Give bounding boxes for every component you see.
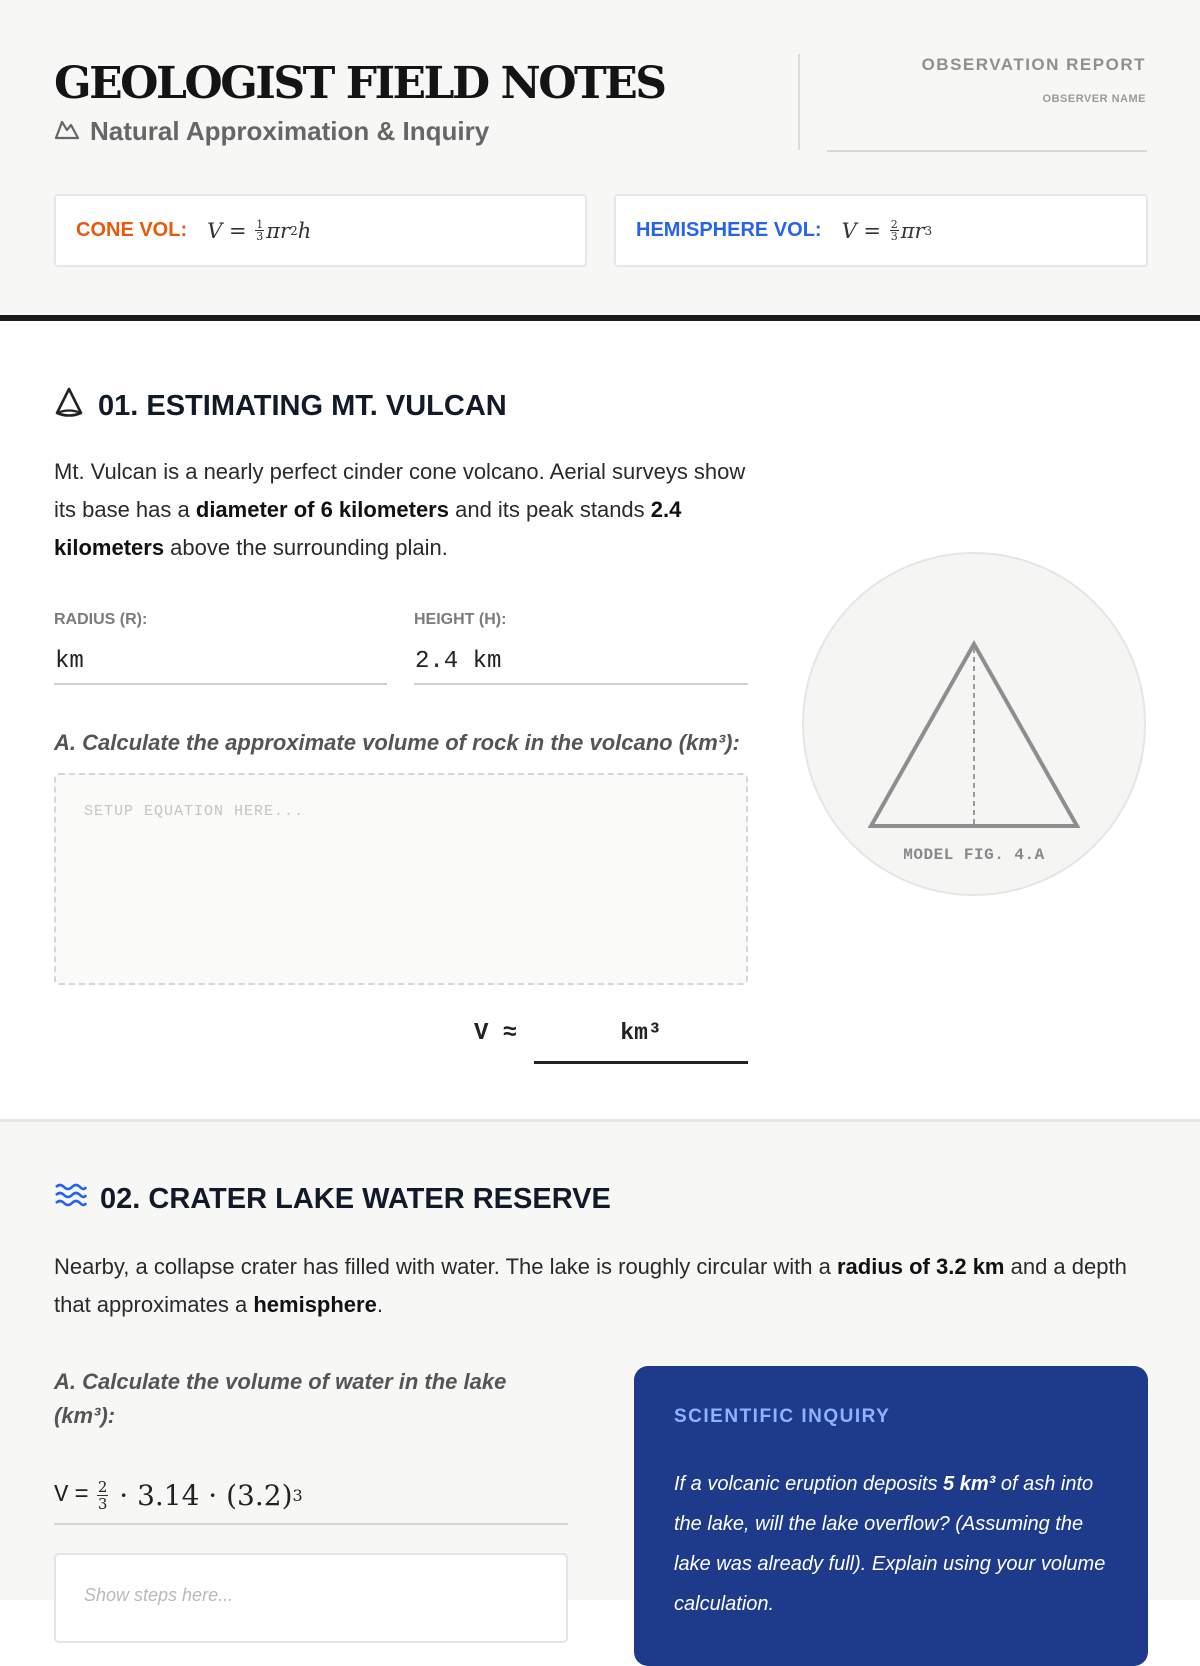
v-equals: = — [74, 1481, 89, 1509]
s2-bold-radius: radius of 3.2 km — [836, 1254, 1005, 1279]
v-fraction — [97, 1479, 109, 1512]
inquiry-text-b: of ash into the lake, will the lake overflow? (Assuming the lake was already full). Explain using your volume calculation. — [674, 1473, 1106, 1615]
lake-volume-equation[interactable] — [54, 1467, 568, 1525]
volume-answer-label: V ≈ — [474, 1020, 518, 1047]
hemisphere-formula-card — [614, 194, 1148, 267]
section-2-title — [54, 1181, 611, 1217]
report-label: OBSERVATION REPORT — [921, 55, 1146, 74]
s1-text-c: above the surrounding plain. — [164, 535, 448, 560]
height-label: HEIGHT (H): — [414, 611, 507, 628]
v-frac-den: 3 — [97, 1494, 108, 1513]
section-2-description — [54, 1248, 1164, 1324]
volume-answer-field[interactable] — [534, 1010, 748, 1064]
hemi-fraction — [890, 219, 899, 242]
cone-exp: 2 — [290, 223, 298, 238]
s1-bold-diameter: diameter of 6 kilometers — [195, 497, 449, 522]
cone-formula-label: CONE VOL: — [76, 219, 188, 241]
radius-input[interactable] — [54, 639, 387, 685]
hemi-exp: 3 — [924, 223, 933, 238]
s1-text-b: and its peak stands — [448, 497, 651, 522]
section-1-title-text: 01. ESTIMATING MT. VULCAN — [98, 389, 507, 422]
hemi-formula-lhs: V = — [841, 218, 882, 243]
cone-formula-lhs: V = — [207, 218, 247, 243]
s2-text-b: and a depth that approximates a — [54, 1254, 1127, 1317]
cone-frac-den: 3 — [256, 230, 264, 243]
header-divider — [798, 54, 800, 150]
cone-frac-num: 1 — [256, 218, 264, 231]
page-subtitle — [54, 116, 489, 147]
cone-tail: h — [297, 218, 312, 243]
section-1-question: A. Calculate the approximate volume of rock in the volcano (km³): — [54, 730, 740, 755]
s1-text-a: Mt. Vulcan is a nearly perfect cinder cone volcano. Aerial surveys show its base has a — [54, 459, 746, 522]
section-1-description — [54, 453, 754, 567]
hemi-frac-den: 3 — [890, 230, 898, 243]
cone-diagram — [802, 552, 1146, 896]
figure-caption: MODEL FIG. 4.A — [903, 846, 1045, 864]
hemisphere-formula-label: HEMISPHERE VOL: — [636, 219, 822, 241]
cone-formula-card — [54, 194, 587, 267]
water-waves-icon — [54, 1181, 86, 1217]
hemi-frac-num: 2 — [890, 218, 898, 231]
s2-text-a: Nearby, a collapse crater has filled with water. The lake is roughly circular with a — [54, 1254, 837, 1279]
section-2-question: A. Calculate the volume of water in the lake (km³): — [54, 1369, 507, 1428]
v-rest: · 3.14 · (3.2) — [119, 1478, 293, 1512]
cone-fraction — [255, 219, 264, 242]
hemi-formula-rhs: πr — [900, 218, 925, 243]
s2-bold-hemisphere: hemisphere — [253, 1292, 377, 1317]
header — [0, 0, 1200, 321]
cone-formula-rhs: πr — [266, 218, 291, 243]
section-1-title — [54, 386, 507, 426]
height-input[interactable] — [414, 639, 748, 685]
v-label: V — [54, 1481, 69, 1509]
section-2-title-text: 02. CRATER LAKE WATER RESERVE — [100, 1182, 611, 1215]
radius-label: RADIUS (R): — [54, 611, 148, 628]
equation-workspace[interactable] — [54, 773, 748, 985]
inquiry-title: SCIENTIFIC INQUIRY — [674, 1406, 891, 1427]
observer-name-input[interactable] — [827, 110, 1147, 152]
v-exp: 3 — [292, 1485, 303, 1505]
observer-name-label: OBSERVER NAME — [1042, 93, 1146, 105]
s2-text-c: . — [376, 1292, 383, 1317]
inquiry-bold: 5 km³ — [943, 1473, 996, 1495]
s1-bold-height: 2.4 kilometers — [54, 497, 682, 560]
mountain-icon — [54, 116, 80, 147]
v-frac-num: 2 — [97, 1477, 108, 1496]
scientific-inquiry-card — [634, 1366, 1148, 1666]
page-title: GEOLOGIST FIELD NOTES — [54, 58, 665, 109]
cone-icon — [54, 386, 84, 426]
steps-workspace[interactable] — [54, 1553, 568, 1643]
hemisphere-formula — [842, 219, 933, 243]
cone-formula — [207, 219, 311, 243]
inquiry-text-a: If a volcanic eruption deposits — [674, 1473, 944, 1495]
volume-answer-unit: km³ — [620, 1020, 662, 1046]
model-figure — [802, 552, 1146, 896]
v-expression — [95, 1479, 303, 1512]
subtitle-text: Natural Approximation & Inquiry — [90, 116, 490, 146]
inquiry-text — [674, 1464, 1112, 1624]
